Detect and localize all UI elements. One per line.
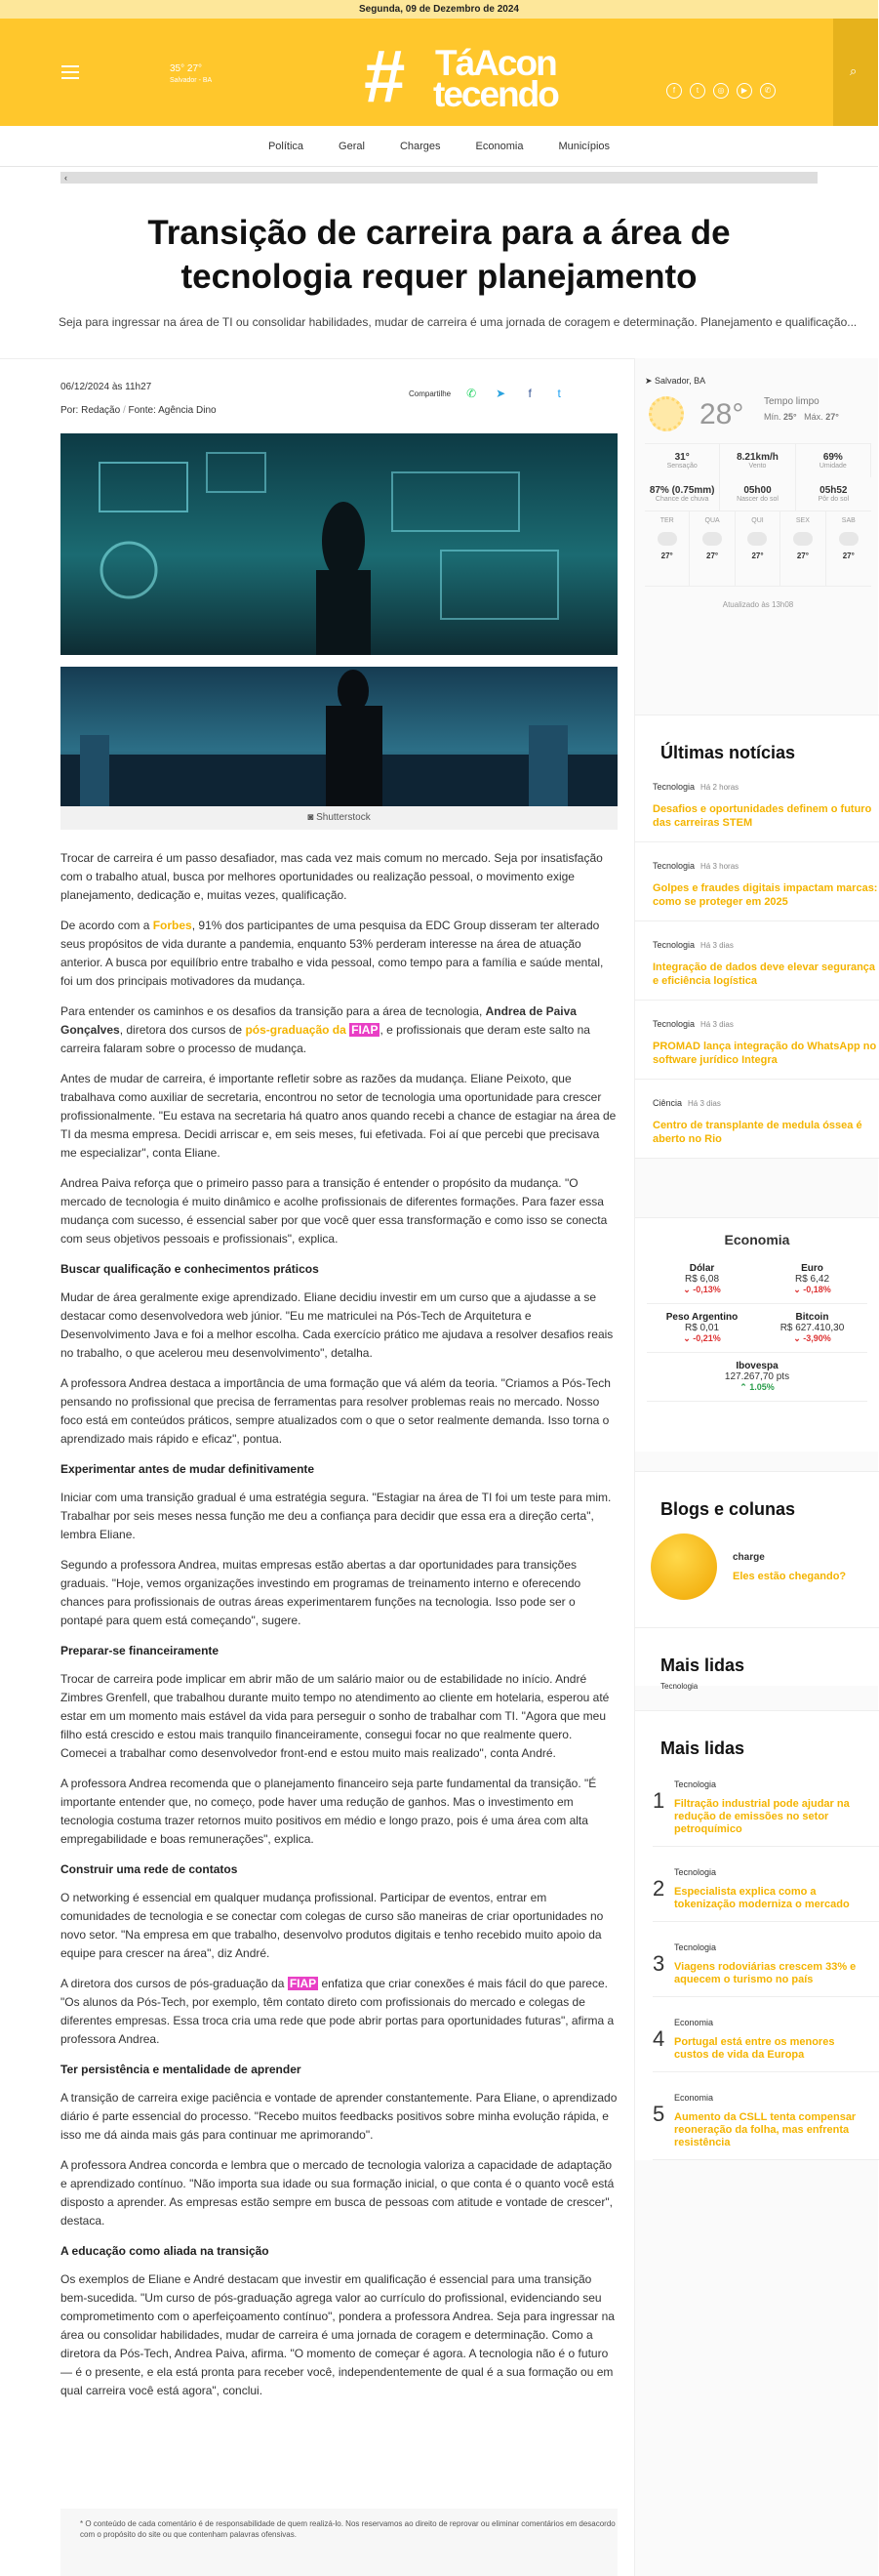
- telegram-share-icon[interactable]: ➤: [496, 387, 506, 400]
- paragraph: A professora Andrea concorda e lembra que o mercado de tecnologia valoriza a capacidade de adaptação e aprendizado contínuo. "Não importa sua idade ou sua formação inicial, o que conta é o quanto você está disposto a aprender. As empresas estão sempre em busca de pessoas com atitude e vontade de crescer", destaca.: [60, 2158, 615, 2228]
- paragraph: Antes de mudar de carreira, é importante refletir sobre as razões da mudança. Eliane Peixoto, que trabalhava como auxiliar de secretaria, encontrou no setor de tecnologia uma oportunidade para crescer profissionalmente. "Eu estava na secretaria há quatro anos quando recebi a chance de estagiar na área de TI da mesma empresa. Decidi arriscar e, em seis meses, fui efetivada. Foi aí que percebi que precisava me especializar", conta Eliane.: [60, 1072, 617, 1160]
- paragraph: [60, 1002, 618, 1058]
- quote-name: Bitcoin: [795, 1312, 829, 1323]
- fiap-tag[interactable]: FIAP: [351, 1023, 379, 1037]
- subheading: A educação como aliada na transição: [60, 2244, 269, 2258]
- text: enfatiza que criar conexões é mais fácil do que parece. "Os alunos da Pós-Tech, por exemplo, têm contato direto com profissionais do mercado e colegas de diferentes empresas. Essa troca cria uma rede que pode abrir portas para oportunidades futuras", afirma a professora Andrea.: [60, 1977, 615, 2046]
- text: Para entender os caminhos e os desafios da transição para a área de tecnologia,: [60, 1004, 486, 1018]
- text: A diretora dos cursos de pós-graduação da: [60, 1977, 288, 1990]
- whatsapp-share-icon[interactable]: ✆: [466, 387, 477, 400]
- rank-category: Economia: [674, 2093, 714, 2103]
- section-title: Blogs e colunas: [660, 1499, 796, 1519]
- economy-quotes: [647, 1255, 867, 1402]
- paragraph: Segundo a professora Andrea, muitas empresas estão abertas a dar oportunidades para transições graduais. "Hoje, vemos organizações investindo em programas de treinamento interno e oferecendo chances para profissionais de outras áreas experimentarem funções na tecnologia. Isso pode ser o pontapé para quem está começando", sugere.: [60, 1558, 581, 1627]
- stat-sunrise: [720, 477, 795, 511]
- quote-value: R$ 627.410,30: [779, 1323, 845, 1333]
- weather-icon: [839, 532, 859, 546]
- section-title: Mais lidas: [660, 1738, 745, 1758]
- logo-line1: TáAcon: [435, 43, 556, 83]
- stat-label: Nascer do sol: [737, 496, 779, 503]
- nav-item-charges[interactable]: Charges: [399, 140, 441, 152]
- stat-value: 87% (0.75mm): [649, 485, 715, 496]
- rank-category: Tecnologia: [674, 1867, 717, 1877]
- site-header: [0, 19, 878, 126]
- forecast: [645, 511, 871, 587]
- day: SEX: [795, 517, 810, 524]
- rank-category: Tecnologia: [674, 1942, 717, 1952]
- day-temp: 27°: [660, 552, 673, 560]
- text: , e profissionais que deram este salto na carreira falaram sobre o processo de mudança.: [60, 1023, 590, 1055]
- mais-lidas: [635, 1710, 879, 2160]
- news-item[interactable]: [635, 856, 879, 921]
- ranked-item[interactable]: [653, 1862, 879, 1922]
- news-category: Ciência: [653, 1098, 683, 1108]
- day-temp: 27°: [751, 552, 764, 560]
- forecast-day: [645, 511, 690, 586]
- sidebar: [634, 358, 878, 2576]
- author: Redação: [81, 405, 121, 416]
- change-text: -0,18%: [803, 1285, 831, 1294]
- quote-name: Peso Argentino: [665, 1312, 739, 1323]
- news-time: Há 3 dias: [700, 1020, 734, 1029]
- stat-humidity: [796, 444, 871, 477]
- paragraph: Andrea Paiva reforça que o primeiro passo para a transição é entender o propósito da mudança. "O mercado de tecnologia é muito dinâmico e acolhe profissionais de diferentes formações. Para fazer essa mudança com sucesso, é essencial saber por que você quer essa transformação e como isso se conecta com seus objetivos pessoais e profissionais", explica.: [60, 1176, 608, 1246]
- news-category: Tecnologia: [653, 940, 696, 950]
- paragraph: Trocar de carreira pode implicar em abrir mão de um salário maior ou de estabilidade no início. André Zimbres Grenfell, que trabalhou durante muito tempo no atendimento ao cliente em hotelaria, esperou até estar em um momento mais estável da vida para perseguir o sonho de trabalhar com TI. "Agora que meu filho está crescido e estou mais tranquilo financeiramente, consegui focar no que realmente quero. Comecei a trabalhar como desenvolvedor front-end e estou muito mais realizado", conta André.: [60, 1672, 610, 1760]
- camera-icon: ◙: [307, 812, 317, 823]
- header-weather-temps: 35° 27°: [170, 63, 203, 74]
- paragraph: A transição de carreira exige paciência e vontade de aprender constantemente. Para Eliane, o aprendizado diário é parte essencial do processo. "Recebo muitos feedbacks positivos sobre minha evolução rápida, e isso me dá ainda mais gás para continuar me aprimorando".: [60, 2091, 618, 2142]
- news-time: Há 2 horas: [700, 783, 739, 792]
- quote-change: ⌄ -0,18%: [793, 1285, 831, 1294]
- paragraph: A professora Andrea destaca a importância de uma formação que vá além da teoria. "Criamos a Pós-Tech pensando no profissional que precisa de ferramentas para resolver problemas reais no mercado. Nosso foco está em conteúdos práticos, sempre atualizados com o que o setor realmente demanda. Isso torna o aprendizado mais rápido e eficaz", pontua.: [60, 1376, 611, 1446]
- chevron-left-icon[interactable]: ‹: [64, 173, 67, 183]
- rank-number: 3: [653, 1951, 665, 1976]
- location-text: Salvador, BA: [655, 376, 706, 386]
- paragraph: [60, 917, 618, 991]
- mais-lidas-stub: [635, 1627, 879, 1691]
- quote-value: R$ 6,08: [684, 1274, 720, 1285]
- rank-number: 5: [653, 2102, 665, 2126]
- paragraph: Mudar de área geralmente exige aprendizado. Eliane decidiu investir em um curso que a ajudasse a se destacar como desenvolvedora web júnior. "Eu me matriculei na Pós-Tech de Arquitetura e Desenvolvimento Java e foi a melhor escolha. Cada exercício prático me ajudava a resolver desafios reais no trabalho, o que acelerou meu desenvolvimento", detalha.: [60, 1290, 614, 1360]
- forbes-link[interactable]: Forbes: [152, 919, 192, 932]
- search-icon: ⌕: [850, 63, 858, 78]
- news-category: Tecnologia: [653, 782, 696, 792]
- news-time: Há 3 dias: [700, 941, 734, 950]
- weather-icon: [747, 532, 767, 546]
- subheading: Experimentar antes de mudar definitivamente: [60, 1462, 315, 1476]
- site-logo[interactable]: [361, 35, 585, 118]
- source-label: Fonte:: [128, 405, 156, 416]
- day: TER: [659, 517, 674, 524]
- economy-widget: [635, 1217, 879, 1452]
- paragraph: Trocar de carreira é um passo desafiador, mas cada vez mais comum no mercado. Seja por insatisfação com o trabalho atual, busca por melhores oportunidades ou realização pessoal, o movimento exige planejamento, dedicação e, muitas vezes, qualificação.: [60, 851, 603, 902]
- blog-entry[interactable]: [651, 1533, 879, 1600]
- economy-title: Economia: [724, 1232, 790, 1247]
- stat-value: 05h52: [819, 485, 848, 496]
- stat-label: Pôr do sol: [818, 496, 850, 503]
- scroll-bar[interactable]: [60, 172, 818, 184]
- tech-hologram-graphic: [60, 433, 618, 655]
- header-weather-city: Salvador - BA: [170, 77, 213, 84]
- news-category: Tecnologia: [653, 861, 696, 871]
- rank-number: 1: [653, 1788, 665, 1813]
- news-item[interactable]: [635, 1014, 879, 1080]
- stat-label: Vento: [748, 463, 767, 470]
- paragraph: A professora Andrea recomenda que o planejamento financeiro seja parte fundamental da transição. "É importante entender que, no começo, pode haver uma redução de ganhos. Mas o investimento em tecnologia costuma trazer retornos muito positivos em médio e longo prazo, pois é uma área com alta empregabilidade e boas remunerações", explica.: [60, 1777, 597, 1846]
- quote-euro: [757, 1255, 867, 1304]
- ranked-item[interactable]: [653, 1938, 879, 1997]
- section-title: Últimas notícias: [660, 743, 796, 762]
- blog-name: charge: [733, 1551, 765, 1563]
- quote-ibovespa: [647, 1353, 867, 1402]
- weather-updated: Atualizado às 13h08: [722, 600, 794, 609]
- weather-stats: [645, 443, 871, 511]
- weather-minmax: [764, 412, 839, 422]
- stub-category: Tecnologia: [660, 1682, 699, 1691]
- facebook-icon[interactable]: f: [666, 83, 682, 99]
- rank-link[interactable]: Especialista explica como a tokenização moderniza o mercado: [674, 1886, 850, 1910]
- comment-notice: * O conteúdo de cada comentário é de responsabilidade de quem realizá-lo. Nos reservamos ao direito de reprovar ou eliminar comentários em desacordo com o propósito do site ou que contenham palavras ofensivas.: [80, 2519, 616, 2539]
- stat-wind: [720, 444, 795, 477]
- subheading: Preparar-se financeiramente: [60, 1644, 220, 1657]
- main-nav: [0, 126, 878, 167]
- weather-desc: Tempo limpo: [764, 396, 819, 407]
- fiap-tag[interactable]: FIAP: [289, 1977, 317, 1990]
- news-category: Tecnologia: [653, 1019, 696, 1029]
- twitter-share-icon[interactable]: t: [557, 387, 561, 400]
- quote-value: 127.267,70 pts: [724, 1371, 790, 1382]
- day: QUI: [751, 517, 764, 524]
- text: De acordo com a: [60, 919, 153, 932]
- latest-news: [635, 715, 879, 1159]
- news-item[interactable]: [635, 777, 879, 842]
- ranked-item[interactable]: [653, 2013, 879, 2072]
- nav-item-politica[interactable]: Política: [267, 140, 304, 152]
- pos-graduacao-link[interactable]: pós-graduação da: [245, 1023, 346, 1037]
- blog-post-link[interactable]: Eles estão chegando?: [733, 1570, 847, 1582]
- news-time: Há 3 dias: [688, 1099, 721, 1108]
- paragraph: Os exemplos de Eliane e André destacam que investir em qualificação é essencial para uma transição bem-sucedida. "Um curso de pós-graduação agrega valor ao currículo do profissional, evidenciando seu comprometimento com o aperfeiçoamento contínuo", pondera a professora Andrea. Seja para ingressar na área ou consolidar habilidades, mudar de carreira é uma jornada de coragem e determinação. Como a diretora da Pós-Tech, Andrea Paiva, afirma. "O momento de começar é agora. A tecnologia não é o futuro — é o presente, e ela está pronta para receber você, independentemente de qual é a sua formação ou em qual carreira você está agora", conclui.: [60, 2272, 615, 2397]
- rank-link[interactable]: Aumento da CSLL tenta compensar reoneração da folha, mas enfrenta resistência: [674, 2111, 857, 2148]
- article-image-top: [60, 433, 618, 655]
- menu-icon[interactable]: [61, 65, 79, 79]
- forecast-day: [780, 511, 825, 586]
- quote-bitcoin: [757, 1304, 867, 1353]
- facebook-share-icon[interactable]: f: [528, 387, 532, 400]
- quote-change: ⌃ 1.05%: [739, 1382, 775, 1392]
- day: SAB: [841, 517, 856, 524]
- quote-name: Euro: [801, 1263, 823, 1274]
- paragraph: Iniciar com uma transição gradual é uma estratégia segura. "Estagiar na área de TI foi um teste para mim. Trabalhar por seis meses nessa função me deu a confiança para decidir que essa era a direção certa", lembra Eliane.: [60, 1491, 612, 1541]
- forecast-day: [690, 511, 735, 586]
- day: QUA: [704, 517, 720, 524]
- quote-dolar: [647, 1255, 757, 1304]
- news-time: Há 3 horas: [700, 862, 739, 871]
- section-title: Mais lidas: [660, 1656, 745, 1675]
- article-image-bottom: [60, 667, 618, 806]
- stat-sunset: [796, 477, 871, 511]
- change-text: -0,21%: [693, 1333, 721, 1343]
- quote-name: Dólar: [689, 1263, 715, 1274]
- stat-label: Sensação: [666, 463, 698, 470]
- forecast-day: [736, 511, 780, 586]
- stat-value: 31°: [674, 452, 690, 463]
- news-link[interactable]: Integração de dados deve elevar segurança e eficiência logística: [653, 961, 876, 987]
- subheading: Ter persistência e mentalidade de aprender: [60, 2063, 301, 2076]
- quote-change: ⌄ -0,13%: [683, 1285, 721, 1294]
- article-body: [60, 849, 618, 2412]
- rank-link[interactable]: Portugal está entre os menores custos de vida da Europa: [674, 2036, 835, 2061]
- quote-peso: [647, 1304, 757, 1353]
- stat-feels: [645, 444, 720, 477]
- logo-hash: #: [363, 35, 401, 118]
- instagram-icon[interactable]: ◎: [713, 83, 729, 99]
- logo-line2: tecendo: [433, 74, 558, 114]
- nav-item-geral[interactable]: Geral: [339, 140, 365, 152]
- caption-text: Shutterstock: [316, 812, 371, 823]
- by-label: Por:: [60, 405, 79, 416]
- top-date-bar: Segunda, 09 de Dezembro de 2024: [0, 0, 878, 19]
- rank-category: Economia: [674, 2018, 714, 2027]
- change-text: -3,90%: [803, 1333, 831, 1343]
- stat-value: 05h00: [743, 485, 772, 496]
- max-value: 27°: [825, 412, 839, 422]
- sun-icon: [649, 396, 684, 431]
- news-item[interactable]: [635, 935, 879, 1001]
- news-link[interactable]: Centro de transplante de medula óssea é aberto no Rio: [653, 1120, 862, 1145]
- rank-number: 4: [653, 2026, 665, 2051]
- city-businesswoman-graphic: [60, 667, 618, 806]
- stat-rain: [645, 477, 720, 511]
- stat-label: Chance de chuva: [655, 496, 709, 503]
- ranked-item[interactable]: [653, 2088, 879, 2160]
- quote-name: Ibovespa: [736, 1361, 779, 1371]
- change-text: -0,13%: [693, 1285, 721, 1294]
- day-temp: 27°: [842, 552, 855, 560]
- share-label: Compartilhe: [409, 388, 452, 398]
- stat-label: Umidade: [819, 463, 847, 470]
- whatsapp-icon[interactable]: ✆: [760, 83, 776, 99]
- bold-name: Andrea de Paiva Gonçalves: [60, 1004, 577, 1037]
- news-link[interactable]: Desafios e oportunidades definem o futuro das carreiras STEM: [653, 803, 872, 829]
- blogs-widget: [635, 1471, 879, 1627]
- nav-item-municipios[interactable]: Municípios: [558, 140, 611, 152]
- weather-temp: 28°: [699, 398, 744, 430]
- source: Agência Dino: [158, 405, 217, 416]
- weather-icon: [793, 532, 813, 546]
- paragraph: O networking é essencial em qualquer mudança profissional. Participar de eventos, entrar em comunidades de tecnologia e se conectar com colegas de curso são maneiras de criar oportunidades no novo setor. "Na empresa em que trabalho, desenvolvo produtos digitais e tenho recebido muito apoio da equipe para crescer na área", diz André.: [60, 1891, 604, 1960]
- rank-link[interactable]: Filtração industrial pode ajudar na redução de emissões no setor petroquímico: [674, 1798, 850, 1835]
- weather-location: ➤ Salvador, BA: [645, 376, 706, 386]
- weather-icon: [658, 532, 677, 546]
- quote-change: ⌄ -0,21%: [683, 1333, 721, 1343]
- weather-icon: [702, 532, 722, 546]
- weather-now: [645, 387, 871, 443]
- day-temp: 27°: [706, 552, 719, 560]
- min-value: 25°: [783, 412, 797, 422]
- day-temp: 27°: [796, 552, 809, 560]
- rank-number: 2: [653, 1876, 665, 1901]
- blog-avatar: [651, 1533, 717, 1600]
- min-label: Mín.: [764, 412, 781, 422]
- weather-widget: [645, 376, 871, 609]
- twitter-icon[interactable]: t: [690, 83, 705, 99]
- quote-value: R$ 0,01: [684, 1323, 720, 1333]
- max-label: Máx.: [804, 412, 823, 422]
- stat-value: 69%: [822, 452, 843, 463]
- share-bar: [409, 385, 568, 402]
- stat-value: 8.21km/h: [737, 452, 779, 463]
- forecast-day: [826, 511, 871, 586]
- subheading: Buscar qualificação e conhecimentos práticos: [60, 1262, 319, 1276]
- youtube-icon[interactable]: ▶: [737, 83, 752, 99]
- news-item[interactable]: [635, 1093, 879, 1159]
- article-title: Transição de carreira para a área de tecnologia requer planejamento: [147, 214, 731, 296]
- rank-link[interactable]: Viagens rodoviárias crescem 33% e aquecem o turismo no país: [674, 1961, 857, 1985]
- rank-category: Tecnologia: [674, 1779, 717, 1789]
- social-links: [666, 83, 776, 99]
- article-byline: Por: Redação / Fonte: Agência Dino: [60, 405, 217, 416]
- header-weather[interactable]: [170, 63, 212, 87]
- subheading: Construir uma rede de contatos: [60, 1862, 238, 1876]
- paragraph: [60, 1975, 618, 2049]
- article-meta: [60, 376, 217, 423]
- news-link[interactable]: Golpes e fraudes digitais impactam marcas: como se proteger em 2025: [653, 882, 878, 908]
- article-lead: Seja para ingressar na área de TI ou consolidar habilidades, mudar de carreira é uma jornada de coragem e determinação. Planejamento e qualificação...: [59, 315, 858, 329]
- quote-value: R$ 6,42: [794, 1274, 830, 1285]
- article-date: 06/12/2024 às 11h27: [60, 382, 152, 392]
- change-text: 1.05%: [749, 1382, 775, 1392]
- news-link[interactable]: PROMAD lança integração do WhatsApp no software jurídico Integra: [653, 1041, 877, 1066]
- text: , diretora dos cursos de: [119, 1023, 246, 1037]
- nav-item-economia[interactable]: Economia: [475, 140, 524, 152]
- search-button[interactable]: [833, 19, 878, 126]
- quote-change: ⌄ -3,90%: [793, 1333, 831, 1343]
- image-caption: [60, 806, 618, 830]
- ranked-item[interactable]: [653, 1775, 879, 1847]
- text: , 91% dos participantes de uma pesquisa da EDC Group disseram ter alterado seus propósitos de vida durante a pandemia, enquanto 53% perderam interesse na área de atuação anterior. A busca por equilíbrio entre trabalho e vida pessoal, como tempo para a família e saúde mental, foi um dos principais motivadores da mudança.: [60, 919, 604, 988]
